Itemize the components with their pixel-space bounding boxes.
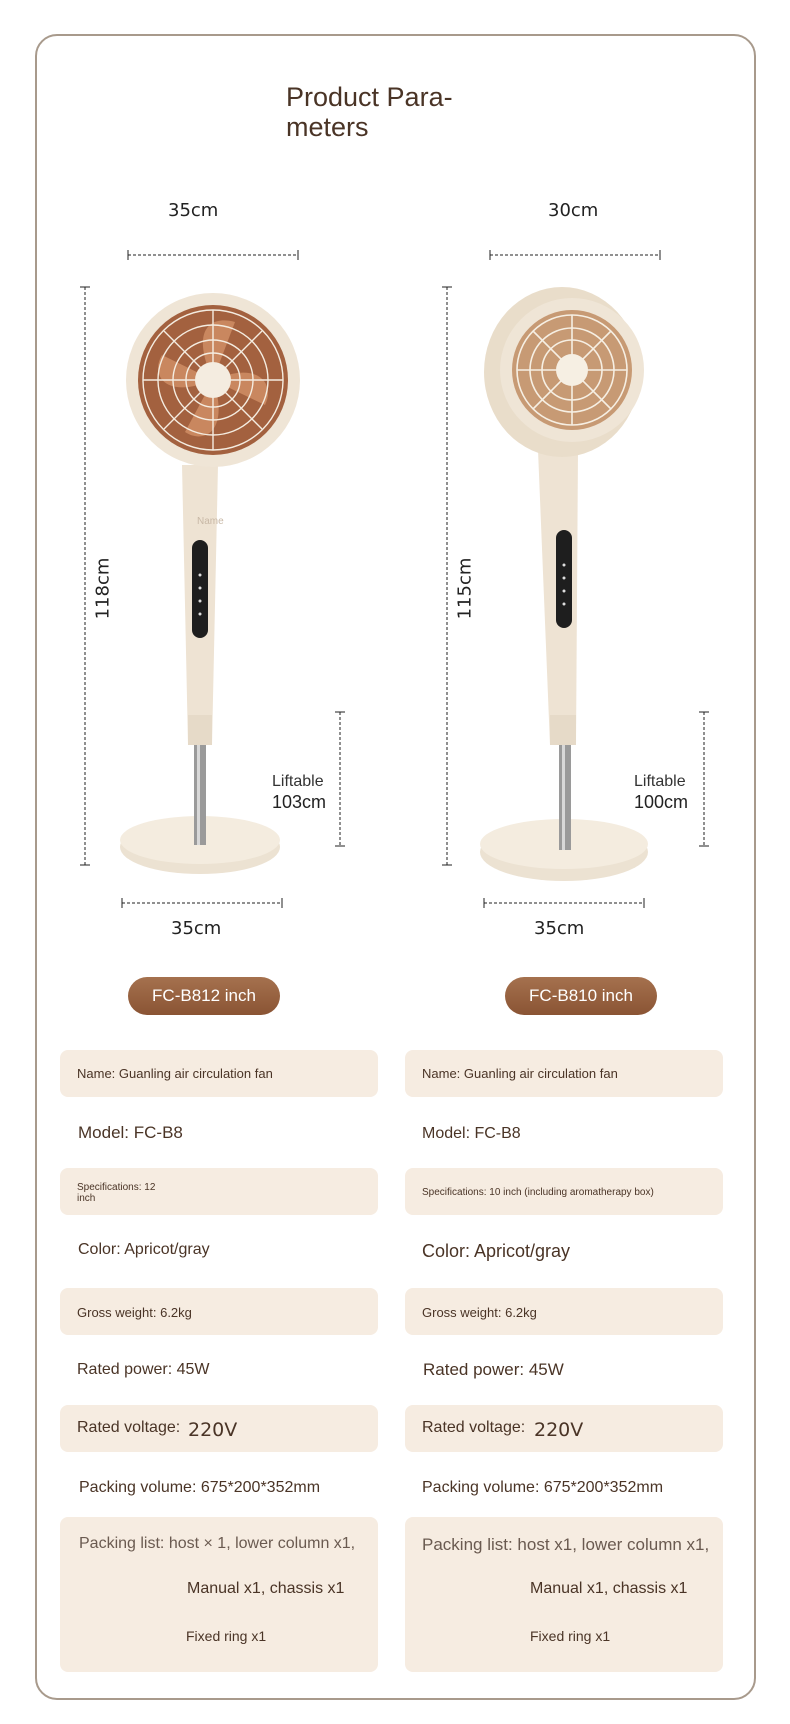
spec-packing-volume: Packing volume: 675*200*352mm	[79, 1479, 321, 1496]
top-width-label: 35cm	[168, 200, 219, 221]
spec-model: Model: FC-B8	[78, 1123, 183, 1142]
spec-power: Rated power: 45W	[77, 1361, 210, 1378]
height-label: 118cm	[92, 557, 114, 620]
spec-packing-volume: Packing volume: 675*200*352mm	[422, 1479, 664, 1496]
spec-model: Model: FC-B8	[422, 1125, 521, 1142]
spec-voltage: Rated voltage: 220V	[60, 1405, 378, 1452]
model-pill-right: FC-B810 inch	[505, 977, 657, 1015]
page-title: Product Para- meters	[286, 82, 453, 142]
spec-weight: Gross weight: 6.2kg	[405, 1288, 723, 1335]
top-width-label: 30cm	[548, 200, 599, 221]
fan-diagram-right	[432, 210, 722, 950]
lift-word: Liftable	[272, 773, 324, 790]
spec-weight: Gross weight: 6.2kg	[60, 1288, 378, 1335]
spec-power: Rated power: 45W	[423, 1360, 564, 1379]
spec-voltage: Rated voltage: 220V	[405, 1405, 723, 1452]
lift-word: Liftable	[634, 773, 686, 790]
lift-height: 103cm	[272, 792, 327, 812]
base-width-label: 35cm	[534, 918, 585, 939]
spec-specifications: Specifications: 10 inch (including aromatherapy box)	[405, 1168, 723, 1215]
spec-specifications: Specifications: 12 inch	[60, 1168, 378, 1215]
model-pill-left: FC-B812 inch	[128, 977, 280, 1015]
fan-diagram-left	[70, 210, 360, 950]
spec-color: Color: Apricot/gray	[78, 1241, 210, 1258]
fan-logo-name: Name	[197, 516, 224, 527]
lift-label	[634, 772, 688, 812]
spec-packing-list: Packing list: host x1, lower column x1, Manual x1, chassis x1 Fixed ring x1	[405, 1517, 723, 1672]
lift-height: 100cm	[634, 792, 689, 812]
spec-color: Color: Apricot/gray	[422, 1241, 571, 1261]
spec-name: Name: Guanling air circulation fan	[405, 1050, 723, 1097]
spec-name: Name: Guanling air circulation fan	[60, 1050, 378, 1097]
lift-label	[272, 772, 326, 812]
spec-packing-list: Packing list: host × 1, lower column x1, Manual x1, chassis x1 Fixed ring x1	[60, 1517, 378, 1672]
base-width-label: 35cm	[171, 918, 222, 939]
height-label: 115cm	[454, 557, 476, 620]
